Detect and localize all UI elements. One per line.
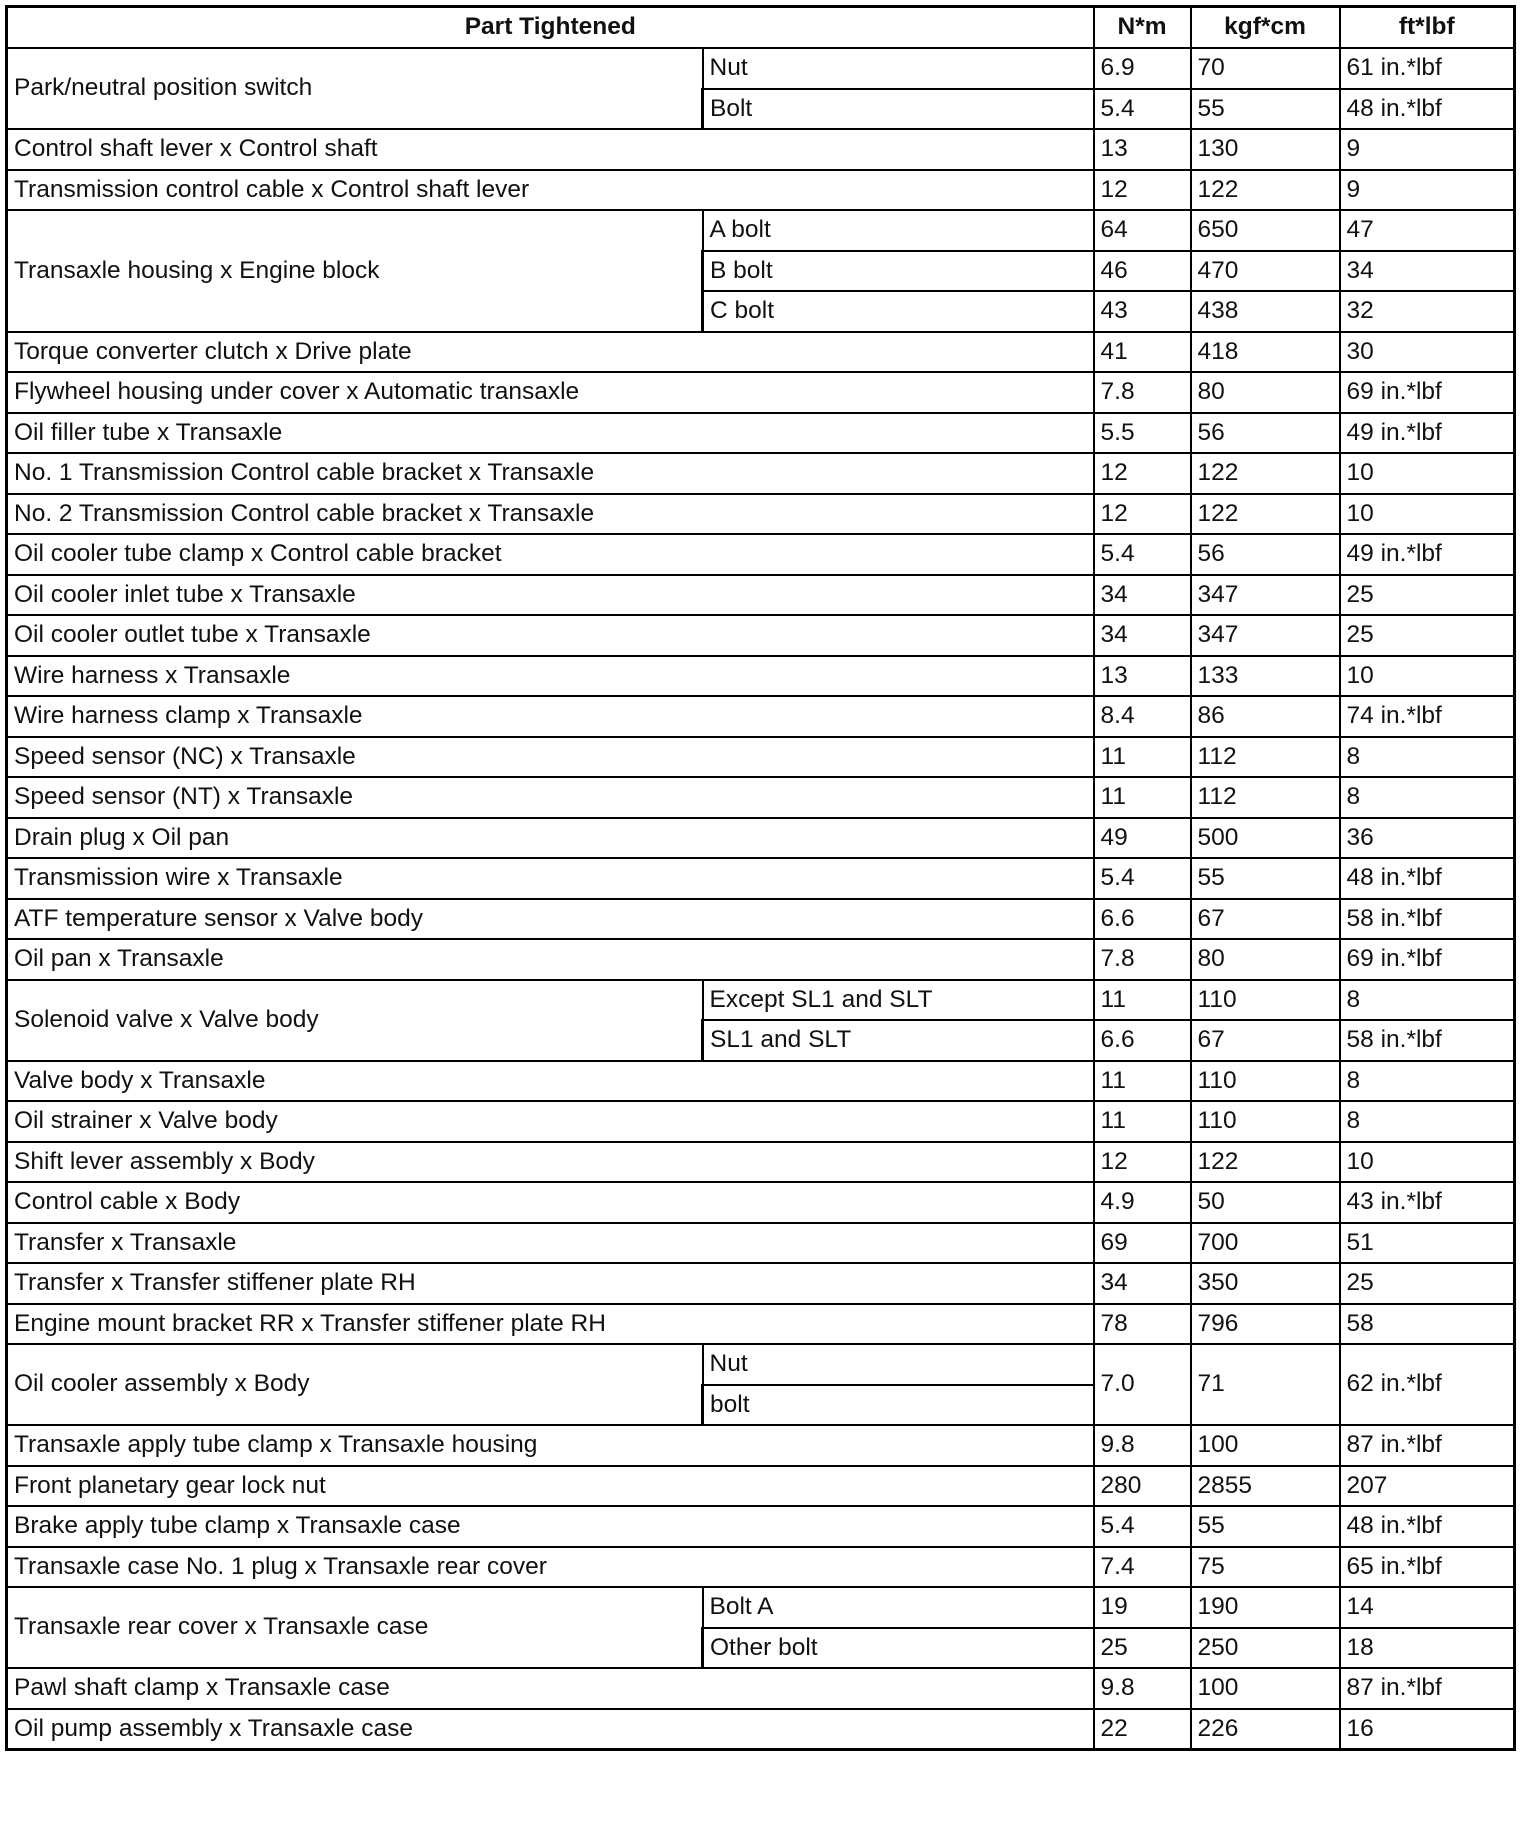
part-cell: Oil cooler outlet tube x Transaxle xyxy=(7,615,1094,656)
table-row xyxy=(7,1061,1515,1102)
nm-cell: 5.5 xyxy=(1094,413,1191,454)
ft-cell: 9 xyxy=(1340,170,1515,211)
kgf-cell: 250 xyxy=(1191,1628,1340,1669)
nm-cell: 9.8 xyxy=(1094,1425,1191,1466)
part-cell: Solenoid valve x Valve body xyxy=(7,980,703,1061)
kgf-cell: 110 xyxy=(1191,1101,1340,1142)
ft-cell: 51 xyxy=(1340,1223,1515,1264)
ft-cell: 65 in.*lbf xyxy=(1340,1547,1515,1588)
part-cell: ATF temperature sensor x Valve body xyxy=(7,899,1094,940)
part-cell: Transaxle housing x Engine block xyxy=(7,210,703,332)
part-cell: Drain plug x Oil pan xyxy=(7,818,1094,859)
part-cell: Pawl shaft clamp x Transaxle case xyxy=(7,1668,1094,1709)
kgf-cell: 71 xyxy=(1191,1344,1340,1425)
part-cell: Oil filler tube x Transaxle xyxy=(7,413,1094,454)
nm-cell: 25 xyxy=(1094,1628,1191,1669)
header-part-tightened: Part Tightened xyxy=(7,7,1094,49)
ft-cell: 8 xyxy=(1340,777,1515,818)
kgf-cell: 130 xyxy=(1191,129,1340,170)
kgf-cell: 112 xyxy=(1191,737,1340,778)
kgf-cell: 110 xyxy=(1191,1061,1340,1102)
kgf-cell: 470 xyxy=(1191,251,1340,292)
sub-part-cell: Bolt xyxy=(703,89,1094,130)
nm-cell: 11 xyxy=(1094,1101,1191,1142)
part-cell: Transaxle case No. 1 plug x Transaxle rear cover xyxy=(7,1547,1094,1588)
part-cell: Transmission control cable x Control shaft lever xyxy=(7,170,1094,211)
part-cell: Speed sensor (NC) x Transaxle xyxy=(7,737,1094,778)
sub-part-cell: SL1 and SLT xyxy=(703,1020,1094,1061)
table-row xyxy=(7,939,1515,980)
kgf-cell: 347 xyxy=(1191,615,1340,656)
nm-cell: 19 xyxy=(1094,1587,1191,1628)
part-cell: Wire harness x Transaxle xyxy=(7,656,1094,697)
table-row xyxy=(7,413,1515,454)
part-cell: Control cable x Body xyxy=(7,1182,1094,1223)
part-cell: No. 1 Transmission Control cable bracket x Transaxle xyxy=(7,453,1094,494)
ft-cell: 69 in.*lbf xyxy=(1340,372,1515,413)
ft-cell: 25 xyxy=(1340,615,1515,656)
table-row xyxy=(7,1668,1515,1709)
nm-cell: 11 xyxy=(1094,777,1191,818)
ft-cell: 25 xyxy=(1340,1263,1515,1304)
ft-cell: 48 in.*lbf xyxy=(1340,858,1515,899)
ft-cell: 8 xyxy=(1340,980,1515,1021)
part-cell: Engine mount bracket RR x Transfer stiffener plate RH xyxy=(7,1304,1094,1345)
nm-cell: 5.4 xyxy=(1094,89,1191,130)
table-row xyxy=(7,1101,1515,1142)
nm-cell: 12 xyxy=(1094,1142,1191,1183)
part-cell: Flywheel housing under cover x Automatic transaxle xyxy=(7,372,1094,413)
nm-cell: 34 xyxy=(1094,1263,1191,1304)
nm-cell: 5.4 xyxy=(1094,1506,1191,1547)
ft-cell: 74 in.*lbf xyxy=(1340,696,1515,737)
part-cell: Oil cooler tube clamp x Control cable bracket xyxy=(7,534,1094,575)
table-row xyxy=(7,1709,1515,1750)
kgf-cell: 122 xyxy=(1191,170,1340,211)
kgf-cell: 56 xyxy=(1191,413,1340,454)
table-row xyxy=(7,1547,1515,1588)
ft-cell: 18 xyxy=(1340,1628,1515,1669)
nm-cell: 46 xyxy=(1094,251,1191,292)
table-row xyxy=(7,858,1515,899)
sub-part-cell: C bolt xyxy=(703,291,1094,332)
nm-cell: 12 xyxy=(1094,453,1191,494)
ft-cell: 87 in.*lbf xyxy=(1340,1425,1515,1466)
sub-part-cell: Nut xyxy=(703,48,1094,89)
table-row xyxy=(7,453,1515,494)
part-cell: Torque converter clutch x Drive plate xyxy=(7,332,1094,373)
part-cell: Control shaft lever x Control shaft xyxy=(7,129,1094,170)
nm-cell: 7.0 xyxy=(1094,1344,1191,1425)
ft-cell: 47 xyxy=(1340,210,1515,251)
ft-cell: 49 in.*lbf xyxy=(1340,534,1515,575)
part-cell: Oil strainer x Valve body xyxy=(7,1101,1094,1142)
sub-part-cell: Other bolt xyxy=(703,1628,1094,1669)
kgf-cell: 56 xyxy=(1191,534,1340,575)
table-row xyxy=(7,534,1515,575)
part-cell: Front planetary gear lock nut xyxy=(7,1466,1094,1507)
nm-cell: 13 xyxy=(1094,129,1191,170)
nm-cell: 7.8 xyxy=(1094,372,1191,413)
ft-cell: 49 in.*lbf xyxy=(1340,413,1515,454)
ft-cell: 58 in.*lbf xyxy=(1340,1020,1515,1061)
sub-part-cell: B bolt xyxy=(703,251,1094,292)
kgf-cell: 122 xyxy=(1191,453,1340,494)
part-cell: No. 2 Transmission Control cable bracket x Transaxle xyxy=(7,494,1094,535)
nm-cell: 12 xyxy=(1094,170,1191,211)
ft-cell: 58 in.*lbf xyxy=(1340,899,1515,940)
kgf-cell: 75 xyxy=(1191,1547,1340,1588)
ft-cell: 25 xyxy=(1340,575,1515,616)
table-row xyxy=(7,1304,1515,1345)
part-cell: Transfer x Transfer stiffener plate RH xyxy=(7,1263,1094,1304)
kgf-cell: 100 xyxy=(1191,1425,1340,1466)
table-body xyxy=(7,48,1515,1750)
kgf-cell: 67 xyxy=(1191,1020,1340,1061)
table-row xyxy=(7,129,1515,170)
table-row xyxy=(7,170,1515,211)
kgf-cell: 796 xyxy=(1191,1304,1340,1345)
kgf-cell: 55 xyxy=(1191,858,1340,899)
nm-cell: 5.4 xyxy=(1094,858,1191,899)
nm-cell: 34 xyxy=(1094,575,1191,616)
header-ft-lbf: ft*lbf xyxy=(1340,7,1515,49)
nm-cell: 8.4 xyxy=(1094,696,1191,737)
table-row xyxy=(7,1344,1515,1385)
sub-part-cell: Nut xyxy=(703,1344,1094,1385)
kgf-cell: 70 xyxy=(1191,48,1340,89)
sub-part-cell: A bolt xyxy=(703,210,1094,251)
ft-cell: 10 xyxy=(1340,453,1515,494)
torque-spec-table xyxy=(5,5,1516,1751)
part-cell: Transfer x Transaxle xyxy=(7,1223,1094,1264)
kgf-cell: 122 xyxy=(1191,494,1340,535)
kgf-cell: 418 xyxy=(1191,332,1340,373)
part-cell: Wire harness clamp x Transaxle xyxy=(7,696,1094,737)
ft-cell: 8 xyxy=(1340,737,1515,778)
part-cell: Oil pump assembly x Transaxle case xyxy=(7,1709,1094,1750)
ft-cell: 14 xyxy=(1340,1587,1515,1628)
nm-cell: 11 xyxy=(1094,1061,1191,1102)
ft-cell: 62 in.*lbf xyxy=(1340,1344,1515,1425)
table-row xyxy=(7,696,1515,737)
kgf-cell: 112 xyxy=(1191,777,1340,818)
ft-cell: 43 in.*lbf xyxy=(1340,1182,1515,1223)
ft-cell: 8 xyxy=(1340,1101,1515,1142)
part-cell: Transaxle rear cover x Transaxle case xyxy=(7,1587,703,1668)
table-row xyxy=(7,1142,1515,1183)
table-row xyxy=(7,1466,1515,1507)
kgf-cell: 80 xyxy=(1191,939,1340,980)
nm-cell: 12 xyxy=(1094,494,1191,535)
ft-cell: 34 xyxy=(1340,251,1515,292)
part-cell: Shift lever assembly x Body xyxy=(7,1142,1094,1183)
kgf-cell: 350 xyxy=(1191,1263,1340,1304)
table-row xyxy=(7,1587,1515,1628)
table-row xyxy=(7,48,1515,89)
kgf-cell: 700 xyxy=(1191,1223,1340,1264)
table-row xyxy=(7,737,1515,778)
ft-cell: 48 in.*lbf xyxy=(1340,89,1515,130)
table-row xyxy=(7,615,1515,656)
nm-cell: 9.8 xyxy=(1094,1668,1191,1709)
sub-part-cell: bolt xyxy=(703,1385,1094,1426)
nm-cell: 34 xyxy=(1094,615,1191,656)
kgf-cell: 226 xyxy=(1191,1709,1340,1750)
nm-cell: 69 xyxy=(1094,1223,1191,1264)
part-cell: Oil cooler inlet tube x Transaxle xyxy=(7,575,1094,616)
kgf-cell: 133 xyxy=(1191,656,1340,697)
table-row xyxy=(7,980,1515,1021)
ft-cell: 30 xyxy=(1340,332,1515,373)
kgf-cell: 650 xyxy=(1191,210,1340,251)
table-row xyxy=(7,656,1515,697)
nm-cell: 78 xyxy=(1094,1304,1191,1345)
nm-cell: 6.9 xyxy=(1094,48,1191,89)
kgf-cell: 55 xyxy=(1191,89,1340,130)
ft-cell: 16 xyxy=(1340,1709,1515,1750)
sub-part-cell: Except SL1 and SLT xyxy=(703,980,1094,1021)
table-row xyxy=(7,1223,1515,1264)
part-cell: Brake apply tube clamp x Transaxle case xyxy=(7,1506,1094,1547)
nm-cell: 43 xyxy=(1094,291,1191,332)
ft-cell: 10 xyxy=(1340,1142,1515,1183)
ft-cell: 69 in.*lbf xyxy=(1340,939,1515,980)
nm-cell: 5.4 xyxy=(1094,534,1191,575)
kgf-cell: 110 xyxy=(1191,980,1340,1021)
kgf-cell: 67 xyxy=(1191,899,1340,940)
kgf-cell: 500 xyxy=(1191,818,1340,859)
nm-cell: 4.9 xyxy=(1094,1182,1191,1223)
table-row xyxy=(7,1263,1515,1304)
kgf-cell: 122 xyxy=(1191,1142,1340,1183)
part-cell: Oil cooler assembly x Body xyxy=(7,1344,703,1425)
kgf-cell: 80 xyxy=(1191,372,1340,413)
nm-cell: 64 xyxy=(1094,210,1191,251)
ft-cell: 61 in.*lbf xyxy=(1340,48,1515,89)
kgf-cell: 347 xyxy=(1191,575,1340,616)
kgf-cell: 2855 xyxy=(1191,1466,1340,1507)
kgf-cell: 86 xyxy=(1191,696,1340,737)
ft-cell: 10 xyxy=(1340,494,1515,535)
ft-cell: 32 xyxy=(1340,291,1515,332)
nm-cell: 11 xyxy=(1094,980,1191,1021)
nm-cell: 280 xyxy=(1094,1466,1191,1507)
part-cell: Transmission wire x Transaxle xyxy=(7,858,1094,899)
part-cell: Speed sensor (NT) x Transaxle xyxy=(7,777,1094,818)
table-row xyxy=(7,1182,1515,1223)
table-row xyxy=(7,210,1515,251)
part-cell: Park/neutral position switch xyxy=(7,48,703,129)
header-row xyxy=(7,7,1515,49)
table-row xyxy=(7,1425,1515,1466)
nm-cell: 49 xyxy=(1094,818,1191,859)
ft-cell: 87 in.*lbf xyxy=(1340,1668,1515,1709)
table-row xyxy=(7,332,1515,373)
ft-cell: 58 xyxy=(1340,1304,1515,1345)
kgf-cell: 55 xyxy=(1191,1506,1340,1547)
nm-cell: 22 xyxy=(1094,1709,1191,1750)
header-kgf-cm: kgf*cm xyxy=(1191,7,1340,49)
torque-spec-sheet xyxy=(5,5,1513,1751)
table-row xyxy=(7,1506,1515,1547)
nm-cell: 7.4 xyxy=(1094,1547,1191,1588)
part-cell: Transaxle apply tube clamp x Transaxle housing xyxy=(7,1425,1094,1466)
table-row xyxy=(7,899,1515,940)
table-row xyxy=(7,372,1515,413)
header-nm: N*m xyxy=(1094,7,1191,49)
table-row xyxy=(7,494,1515,535)
sub-part-cell: Bolt A xyxy=(703,1587,1094,1628)
table-row xyxy=(7,818,1515,859)
ft-cell: 207 xyxy=(1340,1466,1515,1507)
nm-cell: 6.6 xyxy=(1094,899,1191,940)
kgf-cell: 50 xyxy=(1191,1182,1340,1223)
part-cell: Oil pan x Transaxle xyxy=(7,939,1094,980)
ft-cell: 48 in.*lbf xyxy=(1340,1506,1515,1547)
nm-cell: 6.6 xyxy=(1094,1020,1191,1061)
nm-cell: 11 xyxy=(1094,737,1191,778)
ft-cell: 10 xyxy=(1340,656,1515,697)
nm-cell: 41 xyxy=(1094,332,1191,373)
part-cell: Valve body x Transaxle xyxy=(7,1061,1094,1102)
kgf-cell: 100 xyxy=(1191,1668,1340,1709)
table-row xyxy=(7,777,1515,818)
ft-cell: 36 xyxy=(1340,818,1515,859)
nm-cell: 7.8 xyxy=(1094,939,1191,980)
kgf-cell: 438 xyxy=(1191,291,1340,332)
table-row xyxy=(7,575,1515,616)
nm-cell: 13 xyxy=(1094,656,1191,697)
ft-cell: 9 xyxy=(1340,129,1515,170)
ft-cell: 8 xyxy=(1340,1061,1515,1102)
kgf-cell: 190 xyxy=(1191,1587,1340,1628)
